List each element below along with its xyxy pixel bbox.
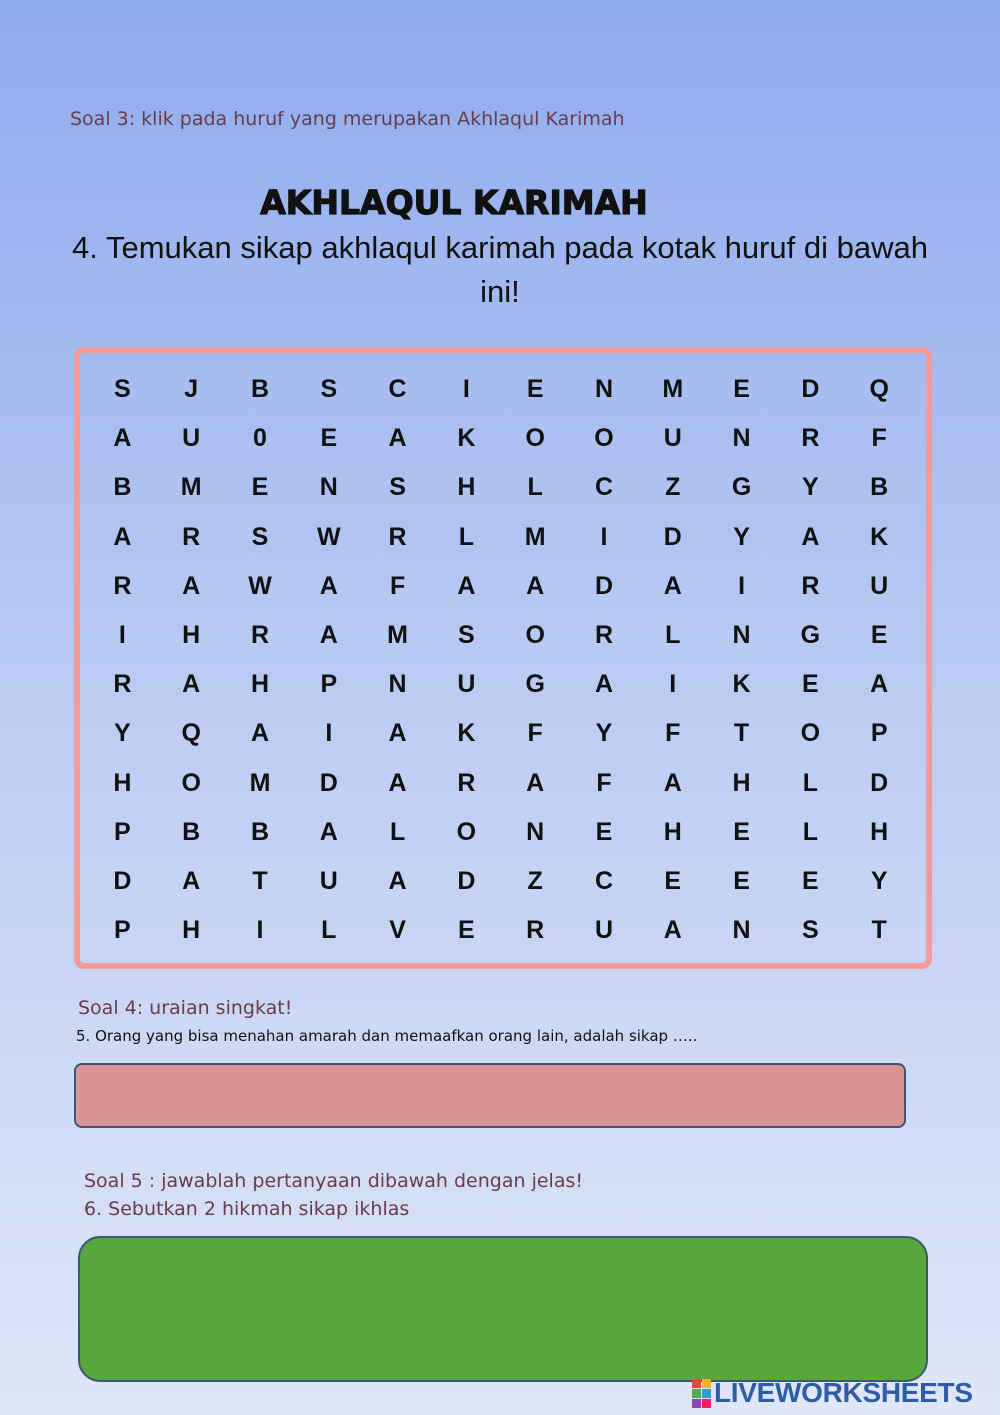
word-search-grid	[88, 365, 914, 955]
grid-letter[interactable]: R	[801, 424, 820, 453]
grid-letter[interactable]: S	[320, 375, 338, 404]
logo-square	[692, 1379, 701, 1388]
grid-letter[interactable]: A	[388, 866, 407, 895]
grid-letter[interactable]: S	[251, 522, 269, 551]
grid-letter[interactable]: M	[662, 375, 684, 404]
grid-letter[interactable]: I	[738, 571, 746, 600]
grid-letter[interactable]: U	[663, 424, 682, 453]
grid-letter[interactable]: E	[251, 473, 269, 502]
question-6-text: 6. Sebutkan 2 hikmah sikap ikhlas	[84, 1198, 410, 1220]
grid-letter[interactable]: Q	[869, 375, 889, 404]
logo-square	[702, 1379, 711, 1388]
grid-letter[interactable]: E	[664, 866, 682, 895]
grid-letter[interactable]: O	[525, 621, 545, 650]
logo-square	[702, 1399, 711, 1408]
grid-letter[interactable]: L	[665, 621, 681, 650]
grid-letter[interactable]: S	[802, 916, 819, 945]
grid-letter[interactable]: P	[114, 916, 131, 945]
grid-letter[interactable]: H	[457, 473, 476, 502]
grid-letter[interactable]: U	[870, 571, 889, 600]
grid-letter[interactable]: I	[325, 719, 333, 748]
grid-letter[interactable]: E	[733, 866, 750, 895]
grid-letter[interactable]: G	[731, 473, 752, 502]
grid-letter[interactable]: A	[526, 768, 545, 797]
grid-letter[interactable]: T	[252, 866, 268, 895]
grid-letter[interactable]: Y	[870, 866, 888, 895]
question-4-instruction: 4. Temukan sikap akhlaqul karimah pada kotak huruf di bawah ini!	[72, 230, 928, 309]
grid-letter[interactable]: E	[595, 817, 613, 846]
grid-letter[interactable]: H	[182, 916, 201, 945]
grid-letter[interactable]: S	[114, 375, 131, 404]
grid-letter[interactable]: A	[113, 424, 132, 453]
grid-letter[interactable]: H	[113, 768, 132, 797]
grid-letter[interactable]: E	[458, 916, 475, 945]
grid-letter[interactable]: U	[457, 670, 476, 699]
grid-letter[interactable]: N	[732, 621, 751, 650]
grid-letter[interactable]: H	[663, 817, 682, 846]
grid-letter[interactable]: B	[250, 375, 270, 404]
grid-letter[interactable]: A	[801, 522, 820, 551]
grid-letter[interactable]: A	[457, 571, 476, 600]
grid-letter[interactable]: A	[182, 670, 201, 699]
grid-letter[interactable]: S	[389, 473, 406, 502]
grid-letter[interactable]: D	[113, 866, 132, 895]
grid-letter[interactable]: K	[457, 424, 476, 453]
question-5-text: 5. Orang yang bisa menahan amarah dan memaafkan orang lain, adalah sikap …..	[76, 1027, 698, 1045]
logo-square	[692, 1389, 701, 1398]
logo-square	[702, 1389, 711, 1398]
grid-letter[interactable]: T	[733, 719, 750, 748]
grid-letter[interactable]: D	[870, 768, 889, 797]
grid-letter[interactable]: I	[600, 522, 608, 551]
grid-letter[interactable]: Y	[114, 719, 131, 748]
grid-letter[interactable]: M	[180, 473, 202, 502]
grid-letter[interactable]: 0	[253, 424, 267, 453]
grid-letter[interactable]: M	[524, 522, 546, 551]
grid-letter[interactable]: A	[663, 916, 682, 945]
grid-letter[interactable]: A	[870, 670, 889, 699]
grid-letter[interactable]: H	[732, 768, 751, 797]
grid-letter[interactable]: L	[458, 522, 475, 551]
grid-letter[interactable]: Y	[733, 522, 750, 551]
grid-letter[interactable]: A	[663, 768, 682, 797]
grid-letter[interactable]: M	[249, 768, 271, 797]
grid-letter[interactable]: O	[525, 424, 545, 453]
grid-letter[interactable]: F	[871, 424, 887, 453]
grid-letter[interactable]: E	[802, 670, 819, 699]
grid-letter[interactable]: O	[594, 424, 614, 453]
grid-letter[interactable]: A	[319, 571, 338, 600]
grid-letter[interactable]: R	[250, 621, 270, 650]
grid-letter[interactable]: N	[388, 670, 407, 699]
grid-letter[interactable]: H	[182, 621, 201, 650]
grid-letter[interactable]: R	[594, 621, 613, 650]
grid-letter[interactable]: I	[462, 375, 470, 404]
grid-letter[interactable]: Y	[595, 719, 613, 748]
grid-letter[interactable]: C	[594, 473, 613, 502]
grid-letter[interactable]: U	[319, 866, 338, 895]
grid-letter[interactable]: E	[320, 424, 338, 453]
grid-letter[interactable]: L	[527, 473, 543, 502]
grid-letter[interactable]: R	[113, 670, 132, 699]
grid-letter[interactable]: D	[457, 866, 476, 895]
grid-letter[interactable]: B	[182, 817, 201, 846]
grid-letter[interactable]: L	[802, 768, 818, 797]
grid-letter[interactable]: R	[388, 522, 407, 551]
grid-letter[interactable]: G	[800, 621, 821, 650]
grid-letter[interactable]: U	[594, 916, 613, 945]
soal4-label: Soal 4: uraian singkat!	[78, 997, 293, 1019]
grid-letter[interactable]: M	[387, 621, 408, 650]
grid-letter[interactable]: P	[870, 719, 888, 748]
grid-letter[interactable]: A	[113, 522, 132, 551]
logo-text: LIVEWORKSHEETS	[714, 1377, 973, 1408]
grid-letter[interactable]: A	[182, 866, 201, 895]
grid-letter[interactable]: P	[320, 670, 338, 699]
grid-letter[interactable]: A	[663, 571, 682, 600]
grid-letter[interactable]: L	[321, 916, 337, 945]
grid-letter[interactable]: C	[388, 375, 407, 404]
grid-letter[interactable]: A	[319, 621, 338, 650]
grid-letter[interactable]: A	[526, 571, 545, 600]
grid-letter[interactable]: H	[870, 817, 889, 846]
grid-letter[interactable]: K	[732, 670, 751, 699]
grid-letter[interactable]: E	[733, 375, 750, 404]
grid-letter[interactable]: Z	[665, 473, 681, 502]
grid-letter[interactable]: A	[594, 670, 613, 699]
grid-letter[interactable]: J	[184, 375, 199, 404]
grid-letter[interactable]: Q	[181, 719, 201, 748]
grid-letter[interactable]: W	[248, 571, 272, 600]
grid-letter[interactable]: O	[181, 768, 201, 797]
answer-5-input[interactable]	[74, 1063, 906, 1128]
grid-letter[interactable]: G	[525, 670, 545, 699]
grid-letter[interactable]: D	[663, 522, 682, 551]
liveworksheets-logo	[692, 1376, 973, 1410]
grid-letter[interactable]: F	[527, 719, 543, 748]
grid-letter[interactable]: E	[526, 375, 544, 404]
grid-letter[interactable]: N	[732, 424, 751, 453]
grid-letter[interactable]: A	[319, 817, 338, 846]
grid-letter[interactable]: R	[457, 768, 476, 797]
grid-letter[interactable]: B	[250, 817, 270, 846]
grid-letter[interactable]: C	[594, 866, 613, 895]
grid-letter[interactable]: R	[526, 916, 545, 945]
grid-letter[interactable]: L	[802, 817, 818, 846]
grid-letter[interactable]: A	[388, 768, 407, 797]
grid-letter[interactable]: F	[596, 768, 612, 797]
grid-letter[interactable]: Z	[527, 866, 543, 895]
grid-letter[interactable]: E	[733, 817, 750, 846]
grid-letter[interactable]: N	[732, 916, 751, 945]
grid-letter[interactable]: I	[256, 916, 264, 945]
grid-letter[interactable]: Y	[802, 473, 819, 502]
grid-letter[interactable]: H	[250, 670, 270, 699]
answer-6-input[interactable]	[78, 1236, 928, 1382]
grid-letter[interactable]: E	[802, 866, 819, 895]
grid-letter[interactable]: F	[665, 719, 681, 748]
grid-letter[interactable]: K	[457, 719, 476, 748]
grid-letter[interactable]: N	[319, 473, 338, 502]
grid-letter[interactable]: D	[319, 768, 338, 797]
grid-letter[interactable]: R	[801, 571, 820, 600]
grid-letter[interactable]: B	[113, 473, 132, 502]
grid-letter[interactable]: U	[182, 424, 201, 453]
grid-letter[interactable]: I	[118, 621, 126, 650]
grid-letter[interactable]: E	[870, 621, 888, 650]
grid-letter[interactable]: N	[594, 375, 613, 404]
grid-letter[interactable]: I	[669, 670, 677, 699]
grid-letter[interactable]: O	[800, 719, 821, 748]
grid-letter[interactable]: K	[870, 522, 889, 551]
grid-letter[interactable]: T	[871, 916, 887, 945]
grid-letter[interactable]: L	[389, 817, 406, 846]
grid-letter[interactable]: A	[182, 571, 201, 600]
grid-letter[interactable]: D	[594, 571, 613, 600]
soal5-label: Soal 5 : jawablah pertanyaan dibawah dengan jelas!	[84, 1170, 583, 1192]
grid-letter[interactable]: R	[113, 571, 132, 600]
grid-letter[interactable]: O	[456, 817, 477, 846]
grid-letter[interactable]: S	[458, 621, 475, 650]
page-title: AKHLAQUL KARIMAH	[260, 183, 648, 222]
grid-letter[interactable]: A	[388, 719, 407, 748]
soal3-instruction: Soal 3: klik pada huruf yang merupakan Akhlaqul Karimah	[70, 108, 625, 130]
grid-letter[interactable]: V	[389, 916, 406, 945]
grid-letter[interactable]: N	[526, 817, 545, 846]
grid-letter[interactable]: B	[870, 473, 889, 502]
grid-letter[interactable]: A	[388, 424, 407, 453]
grid-letter[interactable]: F	[389, 571, 406, 600]
grid-letter[interactable]: R	[182, 522, 201, 551]
grid-letter[interactable]: W	[316, 522, 341, 551]
grid-letter[interactable]: A	[250, 719, 270, 748]
logo-square	[692, 1399, 701, 1408]
grid-letter[interactable]: D	[801, 375, 820, 404]
logo-squares-icon	[692, 1379, 711, 1408]
grid-letter[interactable]: P	[114, 817, 131, 846]
